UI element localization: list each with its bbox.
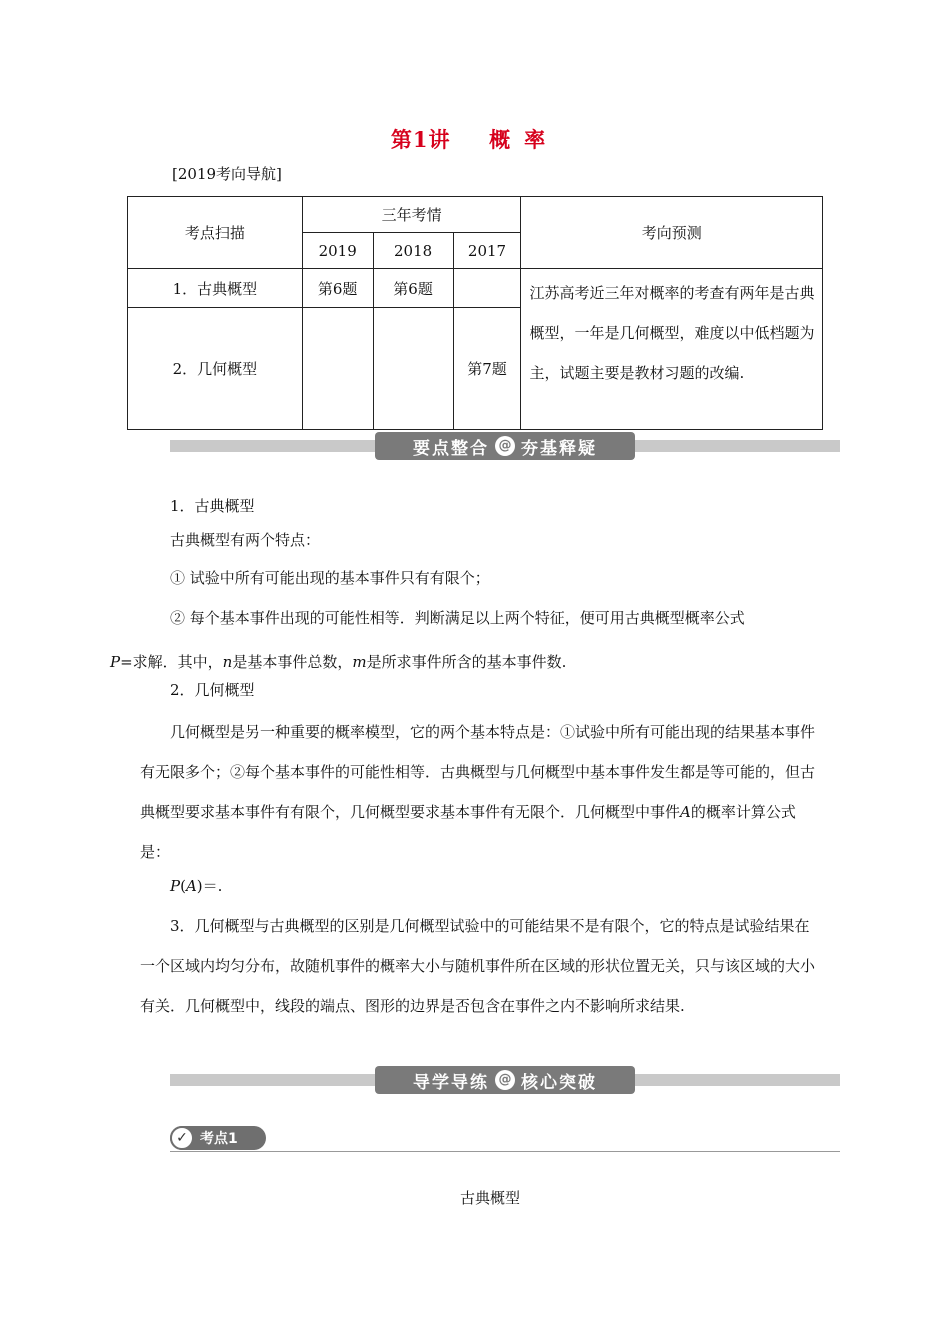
exam-cell [453, 269, 521, 308]
check-icon: ✓ [170, 1126, 194, 1150]
banner-left-text: 导学导练 [413, 1072, 489, 1093]
banner-right-text: 夯基释疑 [521, 438, 597, 459]
exam-cell: 第6题 [302, 269, 373, 308]
paragraph: 古典概型有两个特点： [170, 531, 321, 549]
header-topic: 考点扫描 [128, 197, 303, 269]
paragraph: 几何概型是另一种重要的概率模型，它的两个基本特点是：①试验中所有可能出现的结果基本事件有无限多个；②每个基本事件的可能性相等．古典概型与几何概型中基本事件发生都是等可能的，但古典概型要求基本事件有有限个，几何概型要求基本事件有无限个．几何概型中事件A的概率计算公式是： [140, 723, 816, 861]
year-cell: 2019 [302, 233, 373, 269]
divider [170, 1151, 840, 1152]
formula: P(A)＝. [170, 877, 223, 895]
lesson-topic: 概率 [489, 127, 560, 152]
kaodian-label: 考点1 [200, 1131, 238, 1147]
header-three-years: 三年考情 [302, 197, 521, 233]
exam-cell: 第6题 [373, 269, 453, 308]
year-cell: 2017 [453, 233, 521, 269]
exam-cell: 第7题 [453, 308, 521, 430]
banner-left-text: 要点整合 [413, 438, 489, 459]
exam-cell [373, 308, 453, 430]
banner-right-text: 核心突破 [521, 1072, 597, 1093]
list-item: ② 每个基本事件出现的可能性相等．判断满足以上两个特征，便可用古典概型概率公式 P=求解．其中，n是基本事件总数，m是所求事件所含的基本事件数. [110, 609, 745, 671]
banner-tag [375, 1066, 635, 1094]
nav-label: [2019考向导航] [172, 165, 282, 183]
section-banner-key-points [170, 432, 840, 460]
banner-tag [375, 432, 635, 460]
kaodian-title: 古典概型 [459, 1189, 520, 1207]
prediction-cell: 江苏高考近三年对概率的考查有两年是古典概型，一年是几何概型，难度以中低档题为主，试题主要是教材习题的改编. [521, 269, 823, 430]
year-cell: 2018 [373, 233, 453, 269]
swirl-icon: @ [495, 436, 515, 456]
page-title [0, 124, 950, 154]
exam-cell [302, 308, 373, 430]
lesson-number: 第1讲 [390, 127, 451, 152]
swirl-icon: @ [495, 1070, 515, 1090]
kaodian-badge [170, 1126, 266, 1150]
list-item: ① 试验中所有可能出现的基本事件只有有限个； [170, 569, 490, 587]
paragraph: 3．几何概型与古典概型的区别是几何概型试验中的可能结果不是有限个，它的特点是试验结果在一个区域内均匀分布，故随机事件的概率大小与随机事件所在区域的形状位置无关，只与该区域的大小有关．几何概型中，线段的端点、图形的边界是否包含在事件之内不影响所求结果. [140, 917, 816, 1015]
section-heading: 1．古典概型 [170, 497, 255, 515]
exam-trend-table [127, 196, 823, 430]
section-banner-core [170, 1066, 840, 1094]
header-prediction: 考向预测 [521, 197, 823, 269]
topic-cell: 1．古典概型 [128, 269, 303, 308]
section-heading: 2．几何概型 [170, 681, 255, 699]
topic-cell: 2．几何概型 [128, 308, 303, 430]
